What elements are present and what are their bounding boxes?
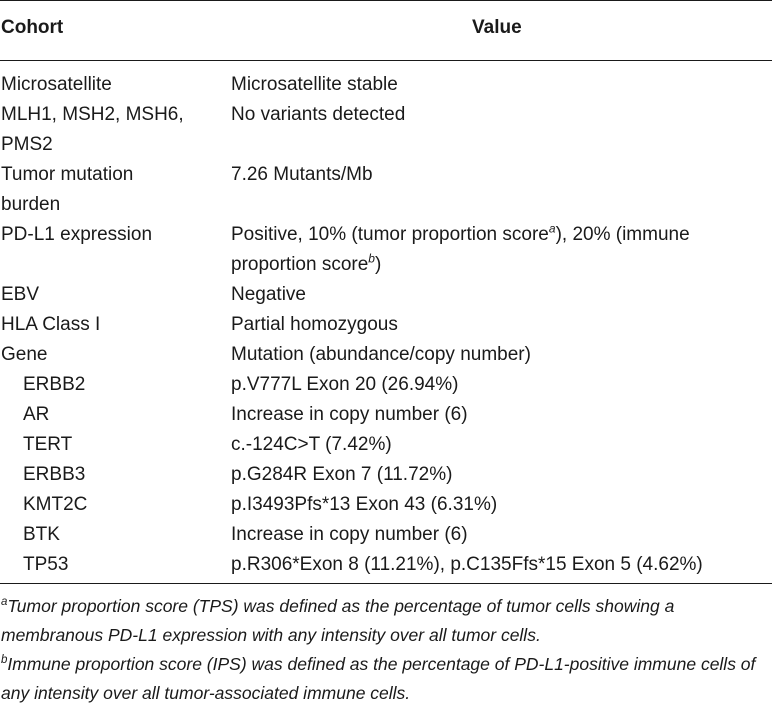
header-value: Value [472, 17, 522, 38]
table-row [0, 160, 772, 220]
table-row [0, 280, 772, 310]
footnote-mark-b: b [368, 251, 375, 266]
table-row [0, 70, 772, 100]
footnote-text: Tumor proportion score (TPS) was defined as the percentage of tumor cells showing a membranous PD-L1 expression with any intensity over all tumor cells. [1, 596, 675, 645]
value-cell [231, 220, 771, 280]
cohort-cell: Tumor mutation burden [1, 164, 134, 215]
value-cell: p.G284R Exon 7 (11.72%) [231, 464, 453, 485]
value-cell: Partial homozygous [231, 314, 398, 335]
table-row [0, 370, 772, 400]
gene-cell: KMT2C [23, 494, 88, 515]
table-row [0, 100, 772, 160]
bottom-rule [0, 583, 772, 584]
value-cell: c.-124C>T (7.42%) [231, 434, 392, 455]
value-cell: p.R306*Exon 8 (11.21%), p.C135Ffs*15 Exon 5 (4.62%) [231, 554, 703, 575]
cohort-cell: HLA Class I [1, 314, 101, 335]
table-row [0, 400, 772, 430]
table-row [0, 310, 772, 340]
gene-cell: ERBB2 [23, 374, 86, 395]
gene-cell: AR [23, 404, 50, 425]
header-cohort: Cohort [1, 17, 64, 38]
table-body [0, 70, 772, 580]
value-cell: No variants detected [231, 104, 406, 125]
footnote-text: Immune proportion score (IPS) was defined as the percentage of PD-L1-positive immune cells of any intensity over all tumor-associated immune cells. [1, 654, 756, 703]
table-row [0, 550, 772, 580]
table-row [0, 520, 772, 550]
table-row [0, 460, 772, 490]
value-cell: Increase in copy number (6) [231, 524, 468, 545]
value-cell: Microsatellite stable [231, 74, 398, 95]
cohort-cell: Microsatellite [1, 74, 112, 95]
value-text: ), 20% (immune proportion score [231, 224, 690, 275]
table-row [0, 220, 772, 280]
value-cell: Negative [231, 284, 306, 305]
footnote-mark-a: a [548, 221, 556, 236]
value-cell: p.I3493Pfs*13 Exon 43 (6.31%) [231, 494, 498, 515]
footnote-mark: a [1, 596, 8, 609]
value-cell: Increase in copy number (6) [231, 404, 468, 425]
value-text: ) [374, 254, 382, 275]
top-rule [0, 0, 772, 1]
table-row [0, 340, 772, 370]
value-cell: p.V777L Exon 20 (26.94%) [231, 374, 459, 395]
value-cell: Mutation (abundance/copy number) [231, 344, 531, 365]
footnote-b [1, 650, 771, 708]
footnote-a [1, 592, 771, 650]
cohort-cell: MLH1, MSH2, MSH6, PMS2 [1, 104, 184, 155]
footnotes [1, 592, 771, 708]
gene-cell: ERBB3 [23, 464, 86, 485]
cohort-cell: Gene [1, 344, 48, 365]
table-header [0, 14, 772, 44]
gene-cell: TERT [23, 434, 73, 455]
value-text: Positive, 10% (tumor proportion score [231, 224, 549, 245]
table-row [0, 490, 772, 520]
gene-cell: BTK [23, 524, 60, 545]
header-rule [0, 60, 772, 61]
cohort-cell: EBV [1, 284, 40, 305]
gene-cell: TP53 [23, 554, 69, 575]
footnote-mark: b [1, 654, 8, 667]
value-cell: 7.26 Mutants/Mb [231, 164, 373, 185]
table-row [0, 430, 772, 460]
cohort-cell: PD-L1 expression [1, 224, 153, 245]
